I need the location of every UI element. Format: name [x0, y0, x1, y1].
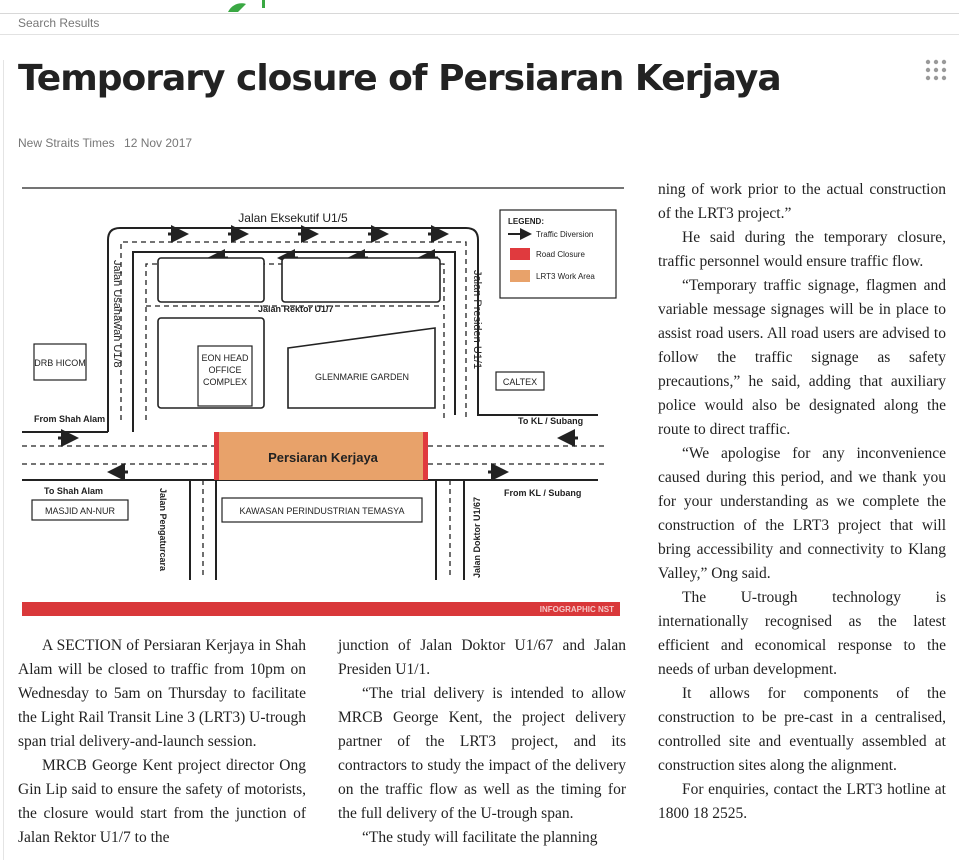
- map-legend: [500, 210, 616, 298]
- article-source[interactable]: New Straits Times: [18, 136, 115, 150]
- page-divider: [3, 60, 4, 860]
- paragraph: “The study will facilitate the planning: [362, 829, 598, 846]
- infographic-credit: INFOGRAPHIC NST: [539, 605, 614, 614]
- legend-title: LEGEND:: [508, 217, 544, 226]
- label-from-shah-alam: From Shah Alam: [34, 414, 106, 424]
- app-logo-icon: [226, 0, 266, 14]
- article-column-2: [338, 634, 626, 850]
- top-bar: [0, 0, 959, 14]
- apps-grid-button[interactable]: [924, 58, 948, 82]
- paragraph: It allows for components of the construction to be pre-cast in a centralised, controlled site and eventually assembled at construction sites along the alignment.: [658, 685, 946, 774]
- traffic-map-svg: [18, 180, 628, 620]
- article-title: Temporary closure of Persiaran Kerjaya: [18, 58, 781, 99]
- paragraph: A SECTION of Persiaran Kerjaya in Shah Alam will be closed to traffic from 10pm on Wednesday to 5am on Thursday to facilitate the Light Rail Transit Line 3 (LRT3) U-trough span trial delivery-and-launch session.: [18, 637, 306, 750]
- breadcrumb-bar: [0, 14, 959, 35]
- legend-closure-label: Road Closure: [536, 250, 585, 259]
- infographic-footer-bar: [22, 602, 620, 616]
- label-jalan-doktor: Jalan Doktor U1/67: [472, 496, 482, 578]
- label-jalan-rektor: Jalan Rektor U1/7: [258, 304, 334, 314]
- breadcrumb-search-results[interactable]: Search Results: [18, 16, 100, 30]
- label-glenmarie: GLENMARIE GARDEN: [314, 372, 410, 382]
- label-persiaran-kerjaya: Persiaran Kerjaya: [268, 450, 378, 465]
- article-meta: [18, 136, 192, 150]
- label-jalan-eksekutif: Jalan Eksekutif U1/5: [238, 211, 348, 225]
- label-caltex: CALTEX: [502, 377, 538, 387]
- article-column-1: [18, 634, 306, 850]
- label-jalan-usahawan: Jalan Usahawan U1/8: [111, 260, 123, 368]
- label-to-shah-alam: To Shah Alam: [44, 486, 104, 496]
- paragraph: The U-trough technology is internationally recognised as the latest efficient and economical response to the needs of urban development.: [658, 589, 946, 678]
- label-jalan-presiden: Jalan Presiden U1/1: [471, 270, 483, 370]
- label-jalan-pengaturcara: Jalan Pengaturcara: [158, 488, 168, 572]
- article-column-3: [658, 178, 946, 826]
- eon-label-wrap: [198, 352, 252, 404]
- paragraph: For enquiries, contact the LRT3 hotline at 1800 18 2525.: [658, 781, 946, 822]
- label-masjid: MASJID AN-NUR: [44, 506, 116, 516]
- label-to-kl: To KL / Subang: [518, 416, 584, 426]
- road-closure-east: [423, 432, 428, 480]
- legend-work-label: LRT3 Work Area: [536, 272, 595, 281]
- article-date: 12 Nov 2017: [124, 136, 193, 150]
- label-from-kl: From KL / Subang: [504, 488, 582, 498]
- label-kawasan: KAWASAN PERINDUSTRIAN TEMASYA: [239, 506, 405, 516]
- legend-diversion-label: Traffic Diversion: [536, 230, 594, 239]
- paragraph: ning of work prior to the actual construction of the LRT3 project.”: [658, 181, 946, 222]
- road-closure-west: [214, 432, 219, 480]
- paragraph: “We apologise for any inconvenience caused during this period, and we thank you for your understanding as we complete the construction of the LRT3 project that will bring accessibility and connectivity to Klang Valley,” Ong said.: [658, 445, 946, 582]
- paragraph: junction of Jalan Doktor U1/67 and Jalan Presiden U1/1.: [338, 637, 626, 678]
- paragraph: MRCB George Kent project director Ong Gin Lip said to ensure the safety of motorists, the closure would start from the junction of Jalan Rektor U1/7 to the: [18, 757, 306, 846]
- paragraph: “Temporary traffic signage, flagmen and variable message signages will be in place to assist road users. All road users are advised to follow the traffic signage as safety precautions,” he said, adding that auxiliary police would also be designated along the route to direct traffic.: [658, 277, 946, 438]
- paragraph: “The trial delivery is intended to allow MRCB George Kent, the project delivery partner of the LRT3 project, and its contractors to study the impact of the delivery on the traffic flow as well as the timing for the full delivery of the U-trough span.: [338, 685, 626, 822]
- label-drb-hicom: DRB HICOM: [34, 358, 86, 368]
- legend-work-swatch: [510, 270, 530, 282]
- legend-closure-swatch: [510, 248, 530, 260]
- paragraph: He said during the temporary closure, traffic personnel would ensure traffic flow.: [658, 229, 946, 270]
- traffic-map-infographic: [18, 180, 628, 620]
- grid-dots-icon: [924, 58, 948, 82]
- label-eon: EON HEAD OFFICE COMPLEX: [201, 353, 249, 387]
